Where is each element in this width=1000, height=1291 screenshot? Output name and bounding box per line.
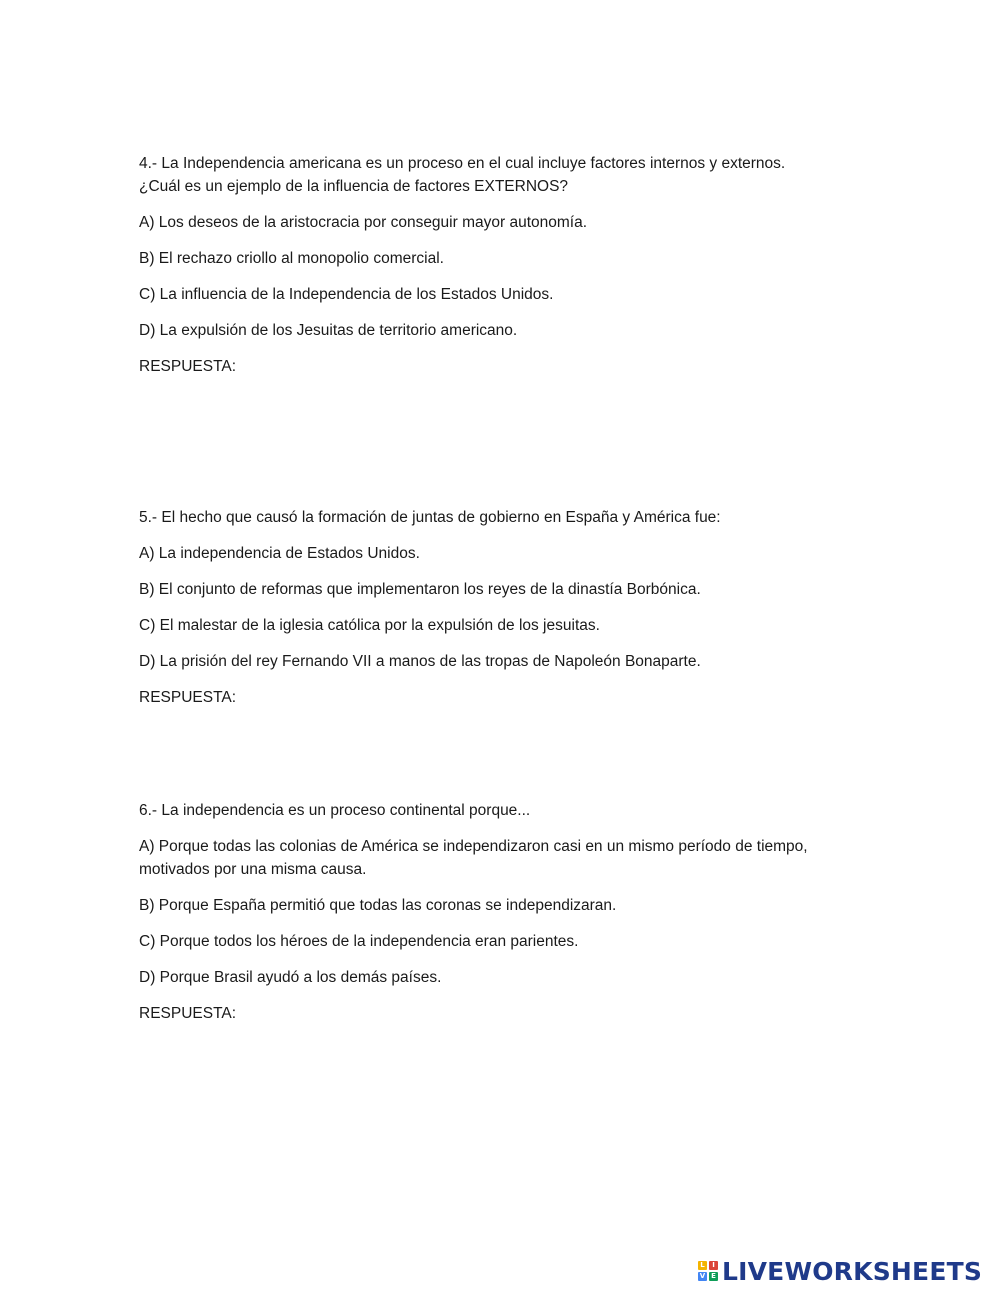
- question-6-option-b: B) Porque España permitió que todas las coronas se independizaran.: [139, 897, 617, 914]
- question-6-option-a-line-1: A) Porque todas las colonias de América se independizaron casi en un mismo período de tiempo,: [139, 838, 808, 855]
- question-4-option-c: C) La influencia de la Independencia de los Estados Unidos.: [139, 286, 554, 303]
- question-5-text-line-1: 5.- El hecho que causó la formación de juntas de gobierno en España y América fue:: [139, 509, 721, 526]
- logo-mark-e: E: [709, 1272, 718, 1281]
- logo-mark-l: L: [698, 1261, 707, 1270]
- question-4: [139, 152, 859, 378]
- logo-text: LIVEWORKSHEETS: [722, 1256, 983, 1286]
- question-5-answer-label: RESPUESTA:: [139, 689, 237, 706]
- question-5-option-b: B) El conjunto de reformas que implementaron los reyes de la dinastía Borbónica.: [139, 581, 701, 598]
- question-6-option-c: C) Porque todos los héroes de la independencia eran parientes.: [139, 933, 579, 950]
- question-6-answer-label: RESPUESTA:: [139, 1005, 237, 1022]
- question-6-option-d: D) Porque Brasil ayudó a los demás países.: [139, 969, 442, 986]
- question-4-answer-label: RESPUESTA:: [139, 358, 237, 375]
- liveworksheets-logo-icon: [698, 1261, 718, 1281]
- question-5-option-a: A) La independencia de Estados Unidos.: [139, 545, 420, 562]
- question-4-option-a: A) Los deseos de la aristocracia por conseguir mayor autonomía.: [139, 214, 588, 231]
- question-4-option-d: D) La expulsión de los Jesuitas de territorio americano.: [139, 322, 518, 339]
- question-6-option-a-line-2: motivados por una misma causa.: [139, 861, 367, 878]
- question-5-option-d: D) La prisión del rey Fernando VII a manos de las tropas de Napoleón Bonaparte.: [139, 653, 701, 670]
- question-5-option-c: C) El malestar de la iglesia católica por la expulsión de los jesuitas.: [139, 617, 600, 634]
- logo-mark-i: I: [709, 1261, 718, 1270]
- question-4-text-line-2: ¿Cuál es un ejemplo de la influencia de factores EXTERNOS?: [139, 178, 569, 195]
- question-5: [139, 506, 859, 709]
- question-4-option-b: B) El rechazo criollo al monopolio comercial.: [139, 250, 444, 267]
- liveworksheets-logo: [698, 1256, 982, 1286]
- question-6-text-line-1: 6.- La independencia es un proceso continental porque...: [139, 802, 531, 819]
- logo-mark-v: V: [699, 1272, 706, 1280]
- question-4-text-line-1: 4.- La Independencia americana es un proceso en el cual incluye factores internos y externos.: [139, 155, 786, 172]
- question-6: [139, 799, 859, 1025]
